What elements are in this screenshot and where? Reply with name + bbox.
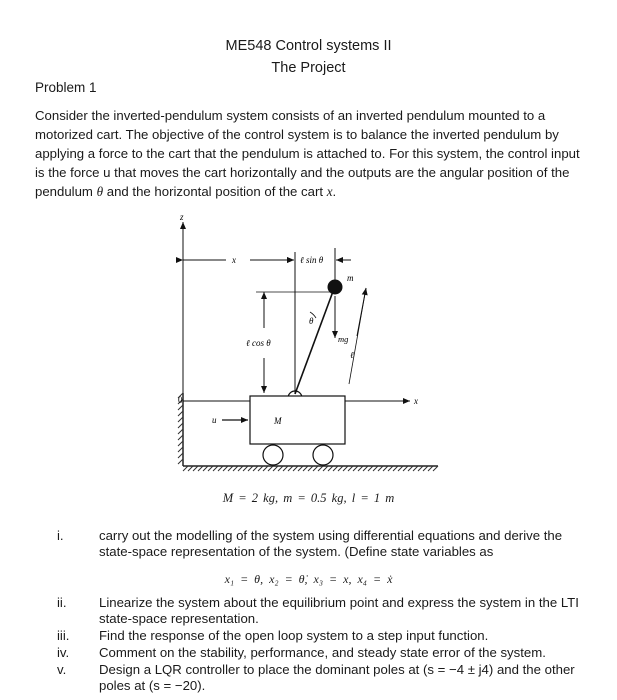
l-sin-theta-label: ℓ sin θ xyxy=(300,255,324,265)
course-title: ME548 Control systems II xyxy=(225,38,392,54)
description-line: Consider the inverted-pendulum system consists of an inverted pendulum mounted to a xyxy=(35,108,546,123)
z-axis-label: z xyxy=(180,212,184,222)
description-line: is the force u that moves the cart horizontally and the outputs are the angular position of the xyxy=(35,165,570,180)
item-number: v. xyxy=(57,662,67,677)
item-number: i. xyxy=(57,528,64,543)
origin-label: 0 xyxy=(178,395,183,405)
task-item: Design a LQR controller to place the dominant poles at (s = −4 ± j4) and the other poles at (s = −20). xyxy=(99,662,575,693)
cart-label: M xyxy=(274,416,282,426)
item-number: iv. xyxy=(57,645,70,660)
theta-label: θ xyxy=(309,316,314,326)
force-label: u xyxy=(212,415,217,425)
pendulum-rod xyxy=(295,286,335,394)
problem-heading: Problem 1 xyxy=(35,80,97,95)
l-cos-theta-label: ℓ cos θ xyxy=(246,338,271,348)
problem-description xyxy=(35,106,591,201)
inverted-pendulum-figure xyxy=(170,208,450,488)
task-item: carry out the modelling of the system using differential equations and derive the state-space representation of the system. (Define state variables as xyxy=(99,528,563,559)
description-line: pendulum θ and the horizontal position of the cart x. xyxy=(35,184,337,199)
task-item: Find the response of the open loop system to a step input function. xyxy=(99,628,489,643)
theta-symbol: θ xyxy=(96,184,104,199)
x-axis-label: x xyxy=(414,396,418,406)
task-item: Linearize the system about the equilibrium point and express the system in the LTI state-space representation. xyxy=(99,595,579,626)
ground xyxy=(183,466,438,471)
length-label: ℓ xyxy=(350,350,354,360)
x-symbol: x xyxy=(326,184,333,199)
x-dimension-label: x xyxy=(232,255,236,265)
cart-wheel xyxy=(313,445,333,465)
pendulum-mass xyxy=(328,280,343,295)
item-number: iii. xyxy=(57,628,70,643)
description-line: motorized cart. The objective of the control system is to balance the inverted pendulum by xyxy=(35,127,559,142)
project-title: The Project xyxy=(271,60,346,76)
mg-label: mg xyxy=(338,334,349,344)
mass-label: m xyxy=(347,273,354,283)
system-parameters: M = 2 kg, m = 0.5 kg, l = 1 m xyxy=(222,491,395,505)
task-item: Comment on the stability, performance, and steady state error of the system. xyxy=(99,645,546,660)
item-number: ii. xyxy=(57,595,67,610)
cart-wheel xyxy=(263,445,283,465)
state-variables: x₁ = θ, x₂ = θ̇, x₃ = x, x₄ = ẋ xyxy=(224,572,393,586)
cart xyxy=(250,396,345,444)
description-line: applying a force to the cart that the pendulum is attached to. For this system, the control input xyxy=(35,146,580,161)
